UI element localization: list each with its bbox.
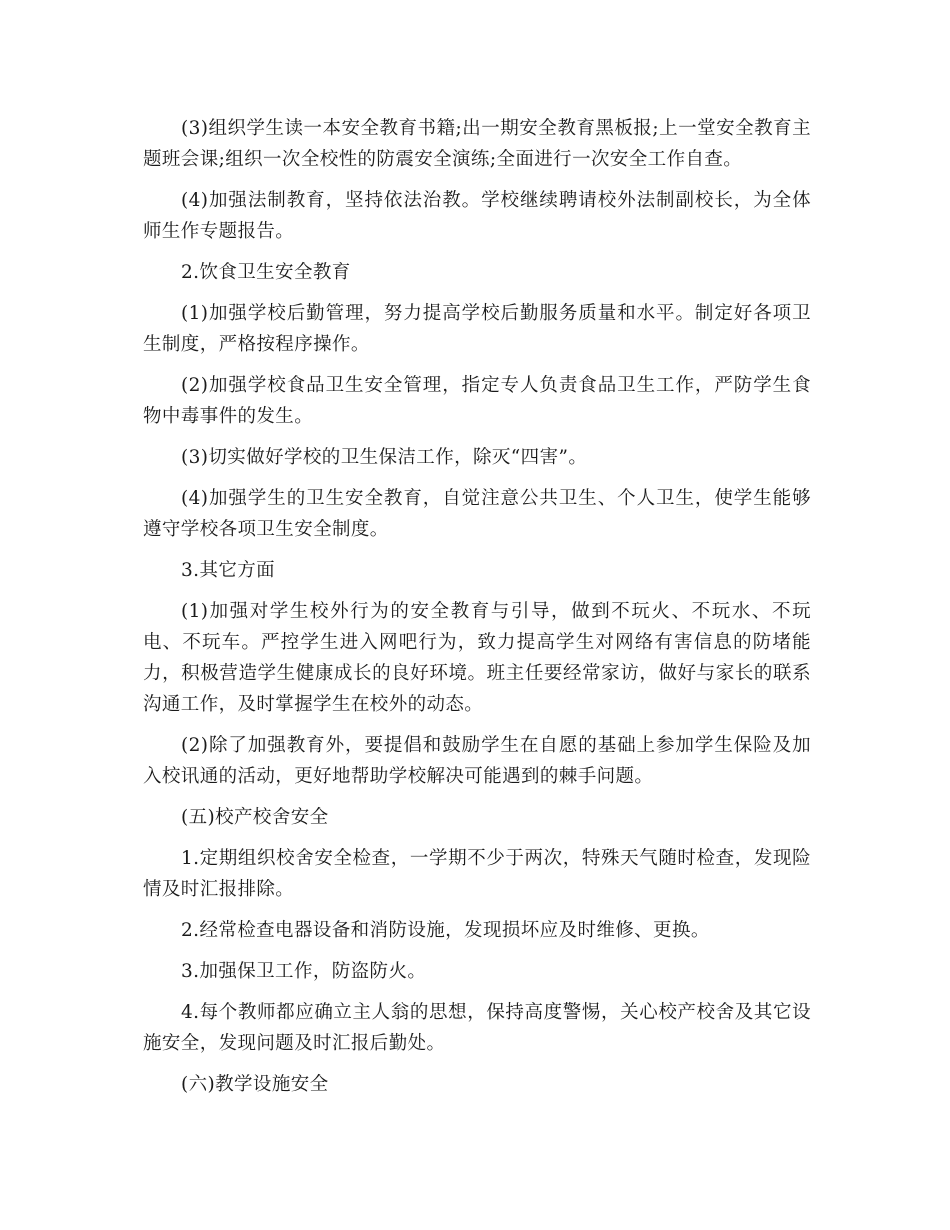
paragraph-15: 4.每个教师都应确立主人翁的思想，保持高度警惕，关心校产校舍及其它设施安全，发现问题及时汇报后勤处。 (143, 1002, 811, 1054)
document-body (143, 113, 811, 1110)
paragraph-2: (4)加强法制教育，坚持依法治教。学校继续聘请校外法制副校长，为全体师生作专题报告。 (143, 190, 811, 242)
paragraph-13: 2.经常检查电器设备和消防设施，发现损坏应及时维修、更换。 (181, 920, 710, 941)
paragraph-5: (2)加强学校食品卫生安全管理，指定专人负责食品卫生工作，严防学生食物中毒事件的发生。 (143, 375, 811, 427)
section-heading-property-safety: (五)校产校舍安全 (181, 807, 329, 828)
section-heading-teaching-facilities: (六)教学设施安全 (181, 1074, 329, 1095)
paragraph-14: 3.加强保卫工作，防盗防火。 (181, 961, 427, 982)
paragraph-1: (3)组织学生读一本安全教育书籍;出一期安全教育黑板报;上一堂安全教育主题班会课;组织一次全校性的防震安全演练;全面进行一次安全工作自查。 (143, 118, 811, 170)
section-heading-diet-hygiene: 2.饮食卫生安全教育 (181, 262, 351, 283)
paragraph-7: (4)加强学生的卫生安全教育，自觉注意公共卫生、个人卫生，使学生能够遵守学校各项卫生安全制度。 (143, 488, 811, 540)
paragraph-6: (3)切实做好学校的卫生保洁工作，除灭“四害”。 (181, 447, 588, 468)
paragraph-10: (2)除了加强教育外，要提倡和鼓励学生在自愿的基础上参加学生保险及加入校讯通的活动，更好地帮助学校解决可能遇到的棘手问题。 (143, 735, 811, 787)
paragraph-12: 1.定期组织校舍安全检查，一学期不少于两次，特殊天气随时检查，发现险情及时汇报排除。 (143, 848, 811, 900)
paragraph-9: (1)加强对学生校外行为的安全教育与引导，做到不玩火、不玩水、不玩电、不玩车。严控学生进入网吧行为，致力提高学生对网络有害信息的防堵能力，积极营造学生健康成长的良好环境。班主任要经常家访，做好与家长的联系沟通工作，及时掌握学生在校外的动态。 (143, 601, 811, 715)
section-heading-other: 3.其它方面 (181, 560, 276, 581)
paragraph-4: (1)加强学校后勤管理，努力提高学校后勤服务质量和水平。制定好各项卫生制度，严格按程序操作。 (143, 303, 811, 355)
